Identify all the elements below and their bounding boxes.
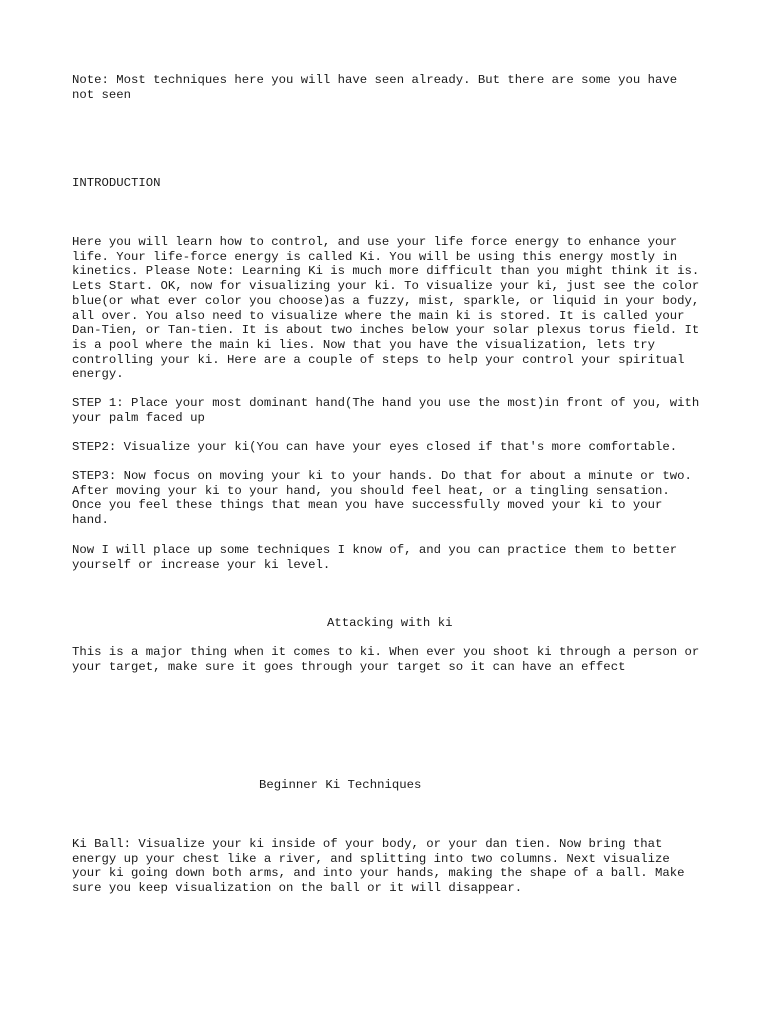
ki-ball-paragraph: Ki Ball: Visualize your ki inside of your body, or your dan tien. Now bring that energy up your chest like a river, and splitting into two columns. Next visualize your ki going down both arms, and into your hands, making the shape of a ball. Make sure you keep visualization on the ball or it will disappear. xyxy=(72,837,685,896)
attacking-heading: Attacking with ki xyxy=(327,616,453,630)
techniques-intro-paragraph: Now I will place up some techniques I know of, and you can practice them to better yourself or increase your ki level. xyxy=(72,543,678,572)
step-1-paragraph: STEP 1: Place your most dominant hand(The hand you use the most)in front of you, with your palm faced up xyxy=(72,396,700,425)
step-3-paragraph: STEP3: Now focus on moving your ki to your hands. Do that for about a minute or two. After moving your ki to your hand, you should feel heat, or a tingling sensation. Once you feel these things that mean you have successfully moved your ki to your hand. xyxy=(72,469,692,528)
introduction-heading: INTRODUCTION xyxy=(72,176,161,190)
beginner-heading: Beginner Ki Techniques xyxy=(259,778,422,792)
attacking-paragraph: This is a major thing when it comes to ki. When ever you shoot ki through a person or your target, make sure it goes through your target so it can have an effect xyxy=(72,645,700,674)
intro-paragraph: Here you will learn how to control, and use your life force energy to enhance your life. Your life-force energy is called Ki. You will be using this energy mostly in kinetics. Please Note: Learning Ki is much more difficult than you might think it is. Lets Start. OK, now for visualizing your ki. To visualize your ki, just see the color blue(or what ever color you choose)as a fuzzy, mist, sparkle, or liquid in your body, all over. You also need to visualize where the main ki is stored. It is called your Dan-Tien, or Tan-tien. It is about two inches below your solar plexus torus field. It is a pool where the main ki lies. Now that you have the visualization, lets try controlling your ki. Here are a couple of steps to help your control your spiritual energy. xyxy=(72,235,700,382)
note-paragraph: Note: Most techniques here you will have seen already. But there are some you have not seen xyxy=(72,73,678,102)
step-2-paragraph: STEP2: Visualize your ki(You can have your eyes closed if that's more comfortable. xyxy=(72,440,678,454)
